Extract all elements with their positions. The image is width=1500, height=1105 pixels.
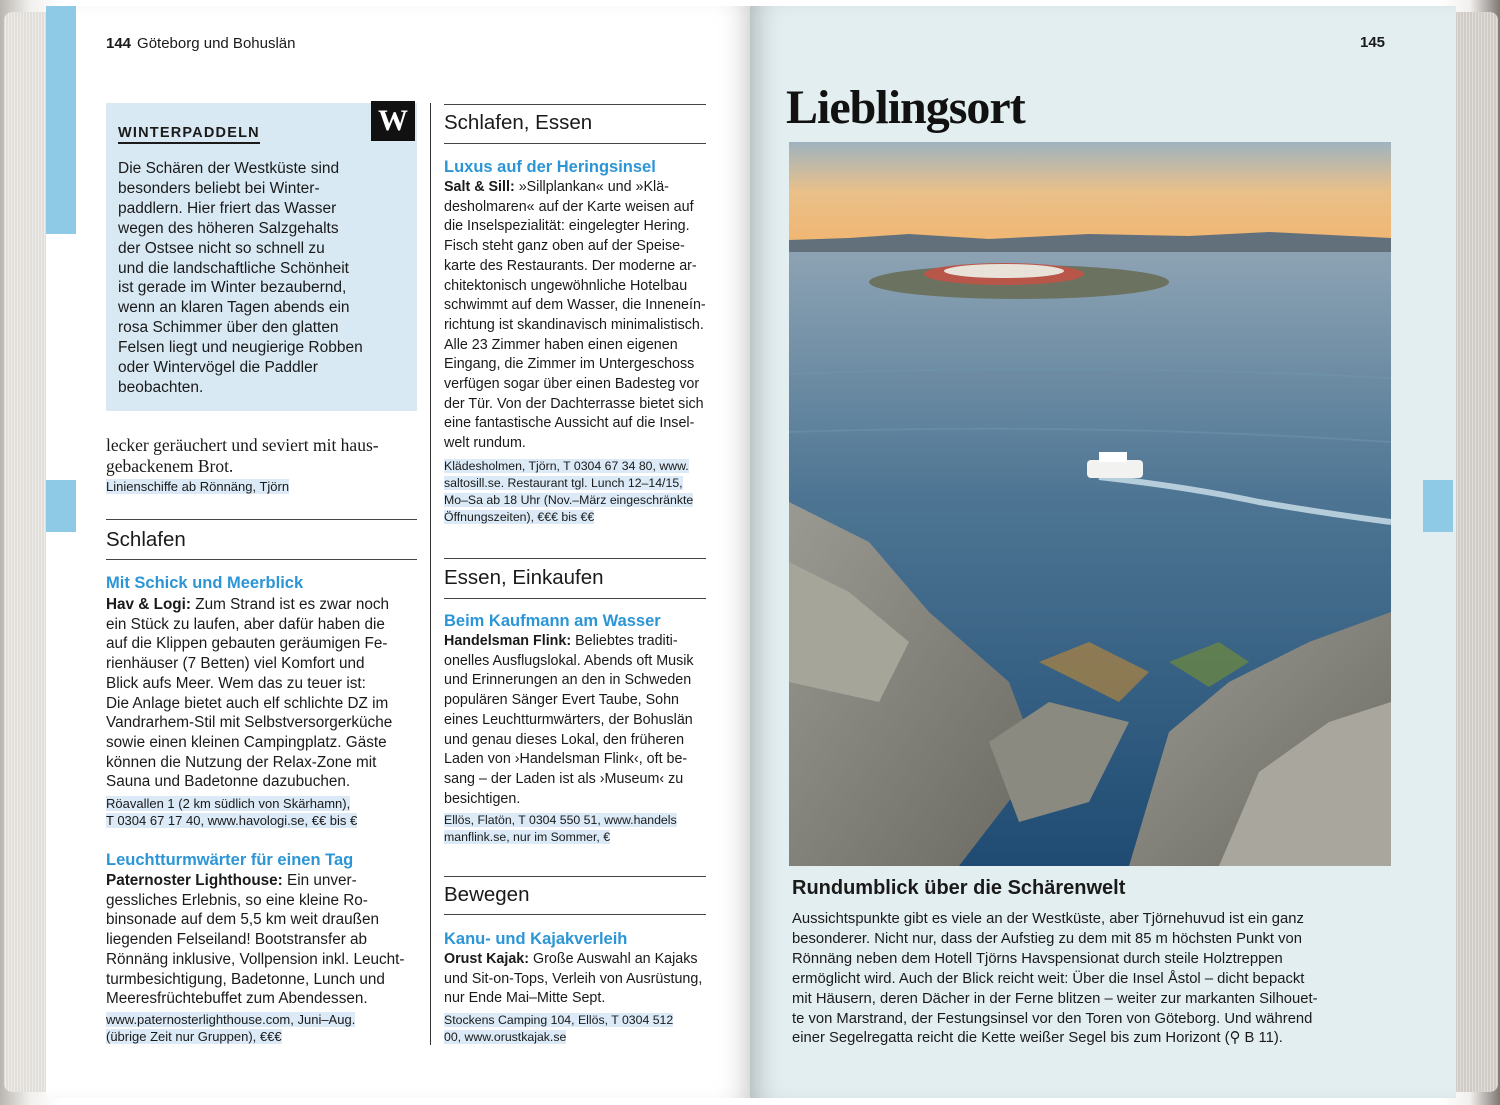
entry-body-handelsman	[444, 632, 706, 809]
section-rule	[444, 914, 706, 915]
entry-body-hav-logi	[106, 595, 417, 792]
archipelago-photo	[789, 142, 1391, 866]
entry-name: Orust Kajak:	[444, 951, 530, 967]
text-line: liegenden Felseiland! Bootstransfer ab	[106, 931, 368, 949]
info-text: manflink.se, nur im Sommer, €	[444, 830, 611, 844]
section-rule	[106, 559, 417, 560]
info-text: Röavallen 1 (2 km südlich von Skärhamn),	[106, 796, 351, 811]
text-line: rienhäuser (7 Betten) viel Komfort und	[106, 655, 365, 673]
info-text: Mo–Sa ab 18 Uhr (Nov.–März eingeschränkte	[444, 493, 694, 507]
text-line: Eingang, die Zimmer im Untergeschoss	[444, 356, 695, 373]
entry-info	[444, 458, 693, 526]
text-line: Große Auswahl an Kajaks	[533, 951, 698, 967]
section-heading-schlafen-essen: Schlafen, Essen	[444, 111, 593, 134]
caption-body	[792, 910, 1352, 1049]
section-rule	[444, 558, 706, 559]
continuation-text	[106, 435, 418, 477]
section-heading-bewegen: Bewegen	[444, 883, 530, 906]
entry-info	[444, 812, 677, 846]
section-rule	[106, 519, 417, 520]
info-line: ist gerade im Winter bezaubernd,	[118, 279, 347, 297]
entry-name: Paternoster Lighthouse:	[106, 872, 283, 889]
entry-info	[106, 795, 357, 829]
entry-name: Salt & Sill:	[444, 179, 515, 195]
section-rule	[444, 143, 706, 144]
text-line: ein Stück zu laufen, aber dafür haben die	[106, 615, 385, 633]
entry-name: Handelsman Flink:	[444, 633, 572, 649]
text-line: onelles Ausflugslokal. Abends oft Musik	[444, 652, 694, 669]
caption-line: te von Marstrand, der Festungsinsel vor den Toren von Göteborg. Und während	[792, 1010, 1313, 1027]
caption-line: Aussichtspunkte gibt es viele an der Westküste, aber Tjörnehuvud ist ein ganz	[792, 911, 1304, 927]
text-line: besichtigen.	[444, 790, 521, 807]
continuation-note	[106, 478, 289, 495]
text-line: binsonade auf dem 5,5 km weit draußen	[106, 911, 379, 929]
text-line: populären Sänger Evert Taube, Sohn	[444, 692, 680, 709]
thumb-tab-right	[1423, 480, 1453, 532]
text-line: nur Ende Mai–Mitte Sept.	[444, 990, 606, 1007]
page-edges-right	[1456, 12, 1498, 1092]
info-text: Ellös, Flatön, T 0304 550 51, www.handels	[444, 813, 677, 827]
thumb-tab-left	[46, 480, 76, 532]
info-line: und die landschaftliche Schönheit	[118, 259, 349, 277]
text-line: welt rundum.	[444, 435, 526, 452]
thumb-tab-top-left	[46, 6, 76, 234]
entry-headline: Leuchtturmwärter für einen Tag	[106, 851, 354, 869]
entry-headline: Kanu- und Kajakverleih	[444, 930, 628, 948]
entry-body-salt-sill	[444, 178, 706, 454]
text-line: »Sillplankan« und »Klä-	[518, 179, 669, 195]
title-tab-background	[1044, 100, 1391, 142]
info-text: saltosill.se. Restaurant tgl. Lunch 12–14/15,	[444, 476, 683, 490]
info-text: www.paternosterlighthouse.com, Juni–Aug.	[106, 1012, 356, 1027]
entry-body-paternoster	[106, 871, 417, 1009]
text-line: eine fantastische Aussicht auf die Insel-	[444, 415, 695, 432]
text-line: gessliches Erlebnis, so eine kleine Ro-	[106, 891, 368, 909]
note-text: Linienschiffe ab Rönnäng, Tjörn	[106, 479, 290, 494]
info-line: oder Wintervögel die Paddler	[118, 359, 318, 377]
text-line: desholmaren« auf der Karte weisen auf	[444, 198, 694, 215]
info-box-text	[118, 159, 408, 398]
info-line: wegen des höheren Salzgehalts	[118, 219, 339, 237]
section-rule	[444, 598, 706, 599]
info-line: besonders beliebt bei Winter-	[118, 179, 320, 197]
info-text: Stockens Camping 104, Ellös, T 0304 512	[444, 1013, 674, 1027]
text-line: karte des Restaurants. Der moderne ar-	[444, 257, 697, 274]
text-line: Sauna und Badetonne dazubuchen.	[106, 773, 351, 791]
text-line: verfügen sogar über einen Badesteg vor	[444, 376, 700, 393]
text-line: Zum Strand ist es zwar noch	[195, 596, 390, 613]
text-line: der Tür. Von der Dachterrasse bietet sich	[444, 395, 704, 412]
column-divider	[430, 103, 431, 1045]
text-line: lecker geräuchert und seviert mit haus-	[106, 435, 379, 455]
entry-headline: Mit Schick und Meerblick	[106, 574, 304, 592]
caption-line: ermöglicht wird. Auch der Blick reicht weit: Über die Insel Åstol – dicht bepackt	[792, 970, 1305, 987]
info-line: wenn an klaren Tagen abends ein	[118, 299, 350, 317]
info-text: 00, www.orustkajak.se	[444, 1030, 567, 1044]
page-number-left: 144	[106, 35, 132, 52]
caption-line: Rönnäng neben dem Hotell Tjörns Havspensionat durch steile Holztreppen	[792, 950, 1283, 967]
text-line: können die Nutzung der Relax-Zone mit	[106, 753, 377, 771]
text-line: die Inselspezialität: eingelegter Hering.	[444, 218, 690, 235]
info-line: der Ostsee nicht so schnell zu	[118, 239, 325, 257]
info-line: Felsen liegt und neugierige Robben	[118, 339, 363, 357]
text-line: und Sit-on-Tops, Verleih von Ausrüstung,	[444, 970, 703, 987]
section-rule	[444, 104, 706, 105]
entry-info	[444, 1012, 673, 1046]
text-line: turmbesichtigung, Badetonne, Lunch und	[106, 970, 385, 988]
text-line: sang – der Laden ist als ›Museum‹ zu	[444, 770, 684, 787]
text-line: schwimmt auf dem Wasser, die Inneneín-	[444, 297, 706, 314]
text-line: und genau dieses Lokal, den früheren	[444, 731, 685, 748]
info-line: paddlern. Hier friert das Wasser	[118, 199, 337, 217]
info-text: T 0304 67 17 40, www.havologi.se, €€ bis €	[106, 813, 358, 828]
photo-illustration	[789, 142, 1391, 866]
entry-headline: Beim Kaufmann am Wasser	[444, 612, 661, 630]
info-box-badge: W	[371, 101, 415, 141]
lieblingsort-title: Lieblingsort	[786, 81, 1025, 134]
text-line: Die Anlage bietet auch elf schlichte DZ im	[106, 694, 389, 712]
text-line: chitektonisch ungewöhnliche Hotelbau	[444, 277, 688, 294]
entry-body-orust-kajak	[444, 950, 706, 1009]
text-line: eines Leuchtturmwärters, der Bohuslän	[444, 711, 693, 728]
text-line: und Erinnerungen an den in Schweden	[444, 672, 692, 689]
info-box-winterpaddeln	[106, 103, 417, 411]
section-heading-schlafen: Schlafen	[106, 528, 186, 551]
section-rule	[444, 876, 706, 877]
text-line: Fisch steht ganz oben auf der Speise-	[444, 238, 685, 255]
text-line: Ein unver-	[287, 872, 357, 889]
text-line: richtung ist skandinavisch minimalistisch.	[444, 316, 704, 333]
caption-heading: Rundumblick über die Schärenwelt	[792, 877, 1126, 899]
text-line: Meeresfrüchtebuffet zum Abendessen.	[106, 990, 368, 1008]
text-line: Laden von ›Handelsman Flink‹, oft be-	[444, 751, 688, 768]
caption-line: besonderer. Nicht nur, dass der Aufstieg zu dem mit 85 m höchsten Punkt von	[792, 930, 1302, 947]
text-line: Rönnäng inklusive, Vollpension inkl. Leucht-	[106, 950, 405, 968]
text-line: auf die Klippen gebauten geräumigen Fe-	[106, 635, 388, 653]
text-line: sowie einen kleinen Campingplatz. Gäste	[106, 733, 387, 751]
info-line: beobachten.	[118, 378, 204, 396]
text-line: gebackenem Brot.	[106, 456, 234, 476]
info-text: Öffnungszeiten), €€€ bis €€	[444, 510, 595, 524]
page-edges-left	[4, 12, 46, 1092]
entry-headline: Luxus auf der Heringsinsel	[444, 158, 656, 176]
info-box-title: WINTERPADDELN	[118, 125, 260, 144]
info-line: rosa Schimmer über den glatten	[118, 319, 339, 337]
info-text: Klädesholmen, Tjörn, T 0304 67 34 80, www.	[444, 459, 689, 473]
running-title: Göteborg und Bohuslän	[137, 35, 296, 52]
page-number-right: 145	[1360, 34, 1386, 51]
text-line: Alle 23 Zimmer haben einen eigenen	[444, 336, 678, 353]
running-head-left	[106, 35, 295, 52]
caption-line: mit Häusern, deren Dächer in der Ferne blitzen – weiter zur markanten Silhouet-	[792, 990, 1318, 1007]
info-text: (übrige Zeit nur Gruppen), €€€	[106, 1029, 282, 1044]
info-line: Die Schären der Westküste sind	[118, 160, 340, 177]
caption-line: einer Segelregatta reicht die Kette weißer Segel bis zum Horizont (⚲ B 11).	[792, 1030, 1283, 1047]
section-heading-essen-einkaufen: Essen, Einkaufen	[444, 566, 604, 589]
entry-name: Hav & Logi:	[106, 596, 191, 613]
text-line: Beliebtes traditi-	[575, 633, 678, 649]
text-line: Vandrarhem-Stil mit Selbstversorgerküche	[106, 714, 393, 732]
entry-info	[106, 1011, 355, 1045]
text-line: Blick aufs Meer. Wem das zu teuer ist:	[106, 674, 366, 692]
